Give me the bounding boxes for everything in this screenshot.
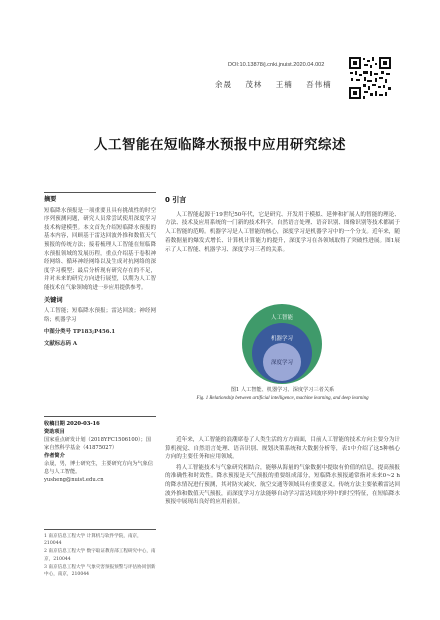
article-meta: [44, 420, 156, 484]
figure-caption-cn: 图1 人工智能、机器学习、深度学习三者关系: [230, 387, 335, 393]
divider: [44, 192, 156, 193]
divider: [44, 416, 156, 417]
keywords-heading: 关键词: [44, 296, 63, 304]
figure-caption-en: Fig. 1 Relationship between artificial intelligence, machine learning, and deep learning: [196, 396, 369, 401]
fund-text: 国家重点研发计划（2018YFC1506100）；国家自然科学基金（41875027）: [44, 437, 151, 451]
author: 茂林: [245, 80, 263, 89]
author: 吾伟楠: [306, 80, 332, 89]
ml-label: 机器学习: [270, 336, 294, 342]
abstract-column: [44, 196, 156, 352]
affiliation: 3 南京信息工程大学 气象灾害预报预警与评估协同创新中心，南京，210044: [44, 564, 156, 578]
introduction-section: [165, 196, 400, 254]
fund-label: 资助项目: [44, 429, 65, 435]
body-paragraph: 近年来，人工智能的浪潮席卷了人类生活的方方面面，目前人工智能的技术方向主要分为计算机视觉、自然语言处理、语音识别、规划决策系统和大数据分析等，表1中介绍了这5种核心方向的主要任务和应用领域。: [165, 437, 400, 461]
document-code: 文献标志码 A: [44, 340, 78, 347]
ai-label: 人工智能: [270, 315, 294, 321]
venn-figure: [195, 300, 370, 384]
abstract-heading: 摘要: [44, 196, 57, 203]
keywords-text: 人工智能；短临降水预报；雷达回波；神经网络；机器学习: [44, 308, 156, 323]
author-intro-label: 作者简介: [44, 453, 65, 459]
dl-label: 深度学习: [270, 360, 294, 366]
divider: [44, 529, 156, 530]
affiliation: 2 南京信息工程大学 数字取证教育部工程研究中心，南京，210044: [44, 549, 156, 562]
author: 余晟: [215, 80, 232, 89]
affiliation: 1 南京信息工程大学 计算机与软件学院，南京，210044: [44, 534, 142, 547]
received-date: 收稿日期 2020-03-16: [44, 421, 100, 427]
affiliations: [44, 533, 156, 579]
author-list: [215, 79, 342, 90]
body-after-figure: [165, 436, 400, 507]
qr-code: [348, 56, 392, 100]
intro-paragraph: 人工智能起源于19世纪50年代，它是研究、开发用于模拟、延伸和扩展人的智能的理论、方法、技术及应用系统的一门新的技术科学。自然语言处理、语音识别、图像识别等技术都属于人工智能的范畴。机器学习是人工智能的核心，深度学习是机器学习中的一个分支。近年来，随着数据量的爆发式增长、计算机计算能力的提升，深度学习在各领域取得了突破性进展。图1展示了人工智能、机器学习、深度学习三者的关系。: [165, 211, 400, 253]
paper-title: 人工智能在短临降水预报中应用研究综述: [94, 137, 346, 153]
doi: DOI:10.13878/j.cnki.jnuist.2020.04.002: [228, 62, 325, 68]
body-paragraph: 将人工智能技术与气象研究相结合，能够从海量的气象数据中提取有价值的信息，提高预报的准确性和时效性。降水预报是天气预报的重要组成部分，短临降水预报通常指对未来0~2 h的降水情况进行预测，其对防灾减灾、航空交通等领域具有重要意义。传统方法主要依赖雷达回波外推和数值天气预报，而深度学习方法能够自动学习雷达回波序列中的时空特征，在短临降水预报中展现出良好的应用前景。: [165, 464, 400, 506]
class-number: 中图分类号 TP183;P456.1: [44, 329, 116, 336]
author-email: yusheng@nuist.edu.cn: [44, 477, 104, 483]
abstract-text: 短临降水预报是一项重要且具有挑战性的时空序列预测问题，研究人员常尝试使用深度学习技术构建模型。本文首先介绍短临降水预报的基本内容，回顾基于雷达回波外推和数值天气预报的传统方法；接着梳理人工智能在短临降水预报领域的发展历程，重点介绍基于卷积神经网络、循环神经网络以及生成对抗网络的深度学习模型；最后分析现有研究存在的不足，并对未来的研究方向进行展望，以期为人工智能技术在气象领域的进一步应用提供参考。: [44, 207, 156, 291]
author-intro-text: 余晟，男，博士研究生，主要研究方向为气象信息与人工智能。: [44, 461, 153, 475]
author: 王楠: [275, 80, 293, 89]
section-heading: 0 引言: [165, 196, 187, 204]
